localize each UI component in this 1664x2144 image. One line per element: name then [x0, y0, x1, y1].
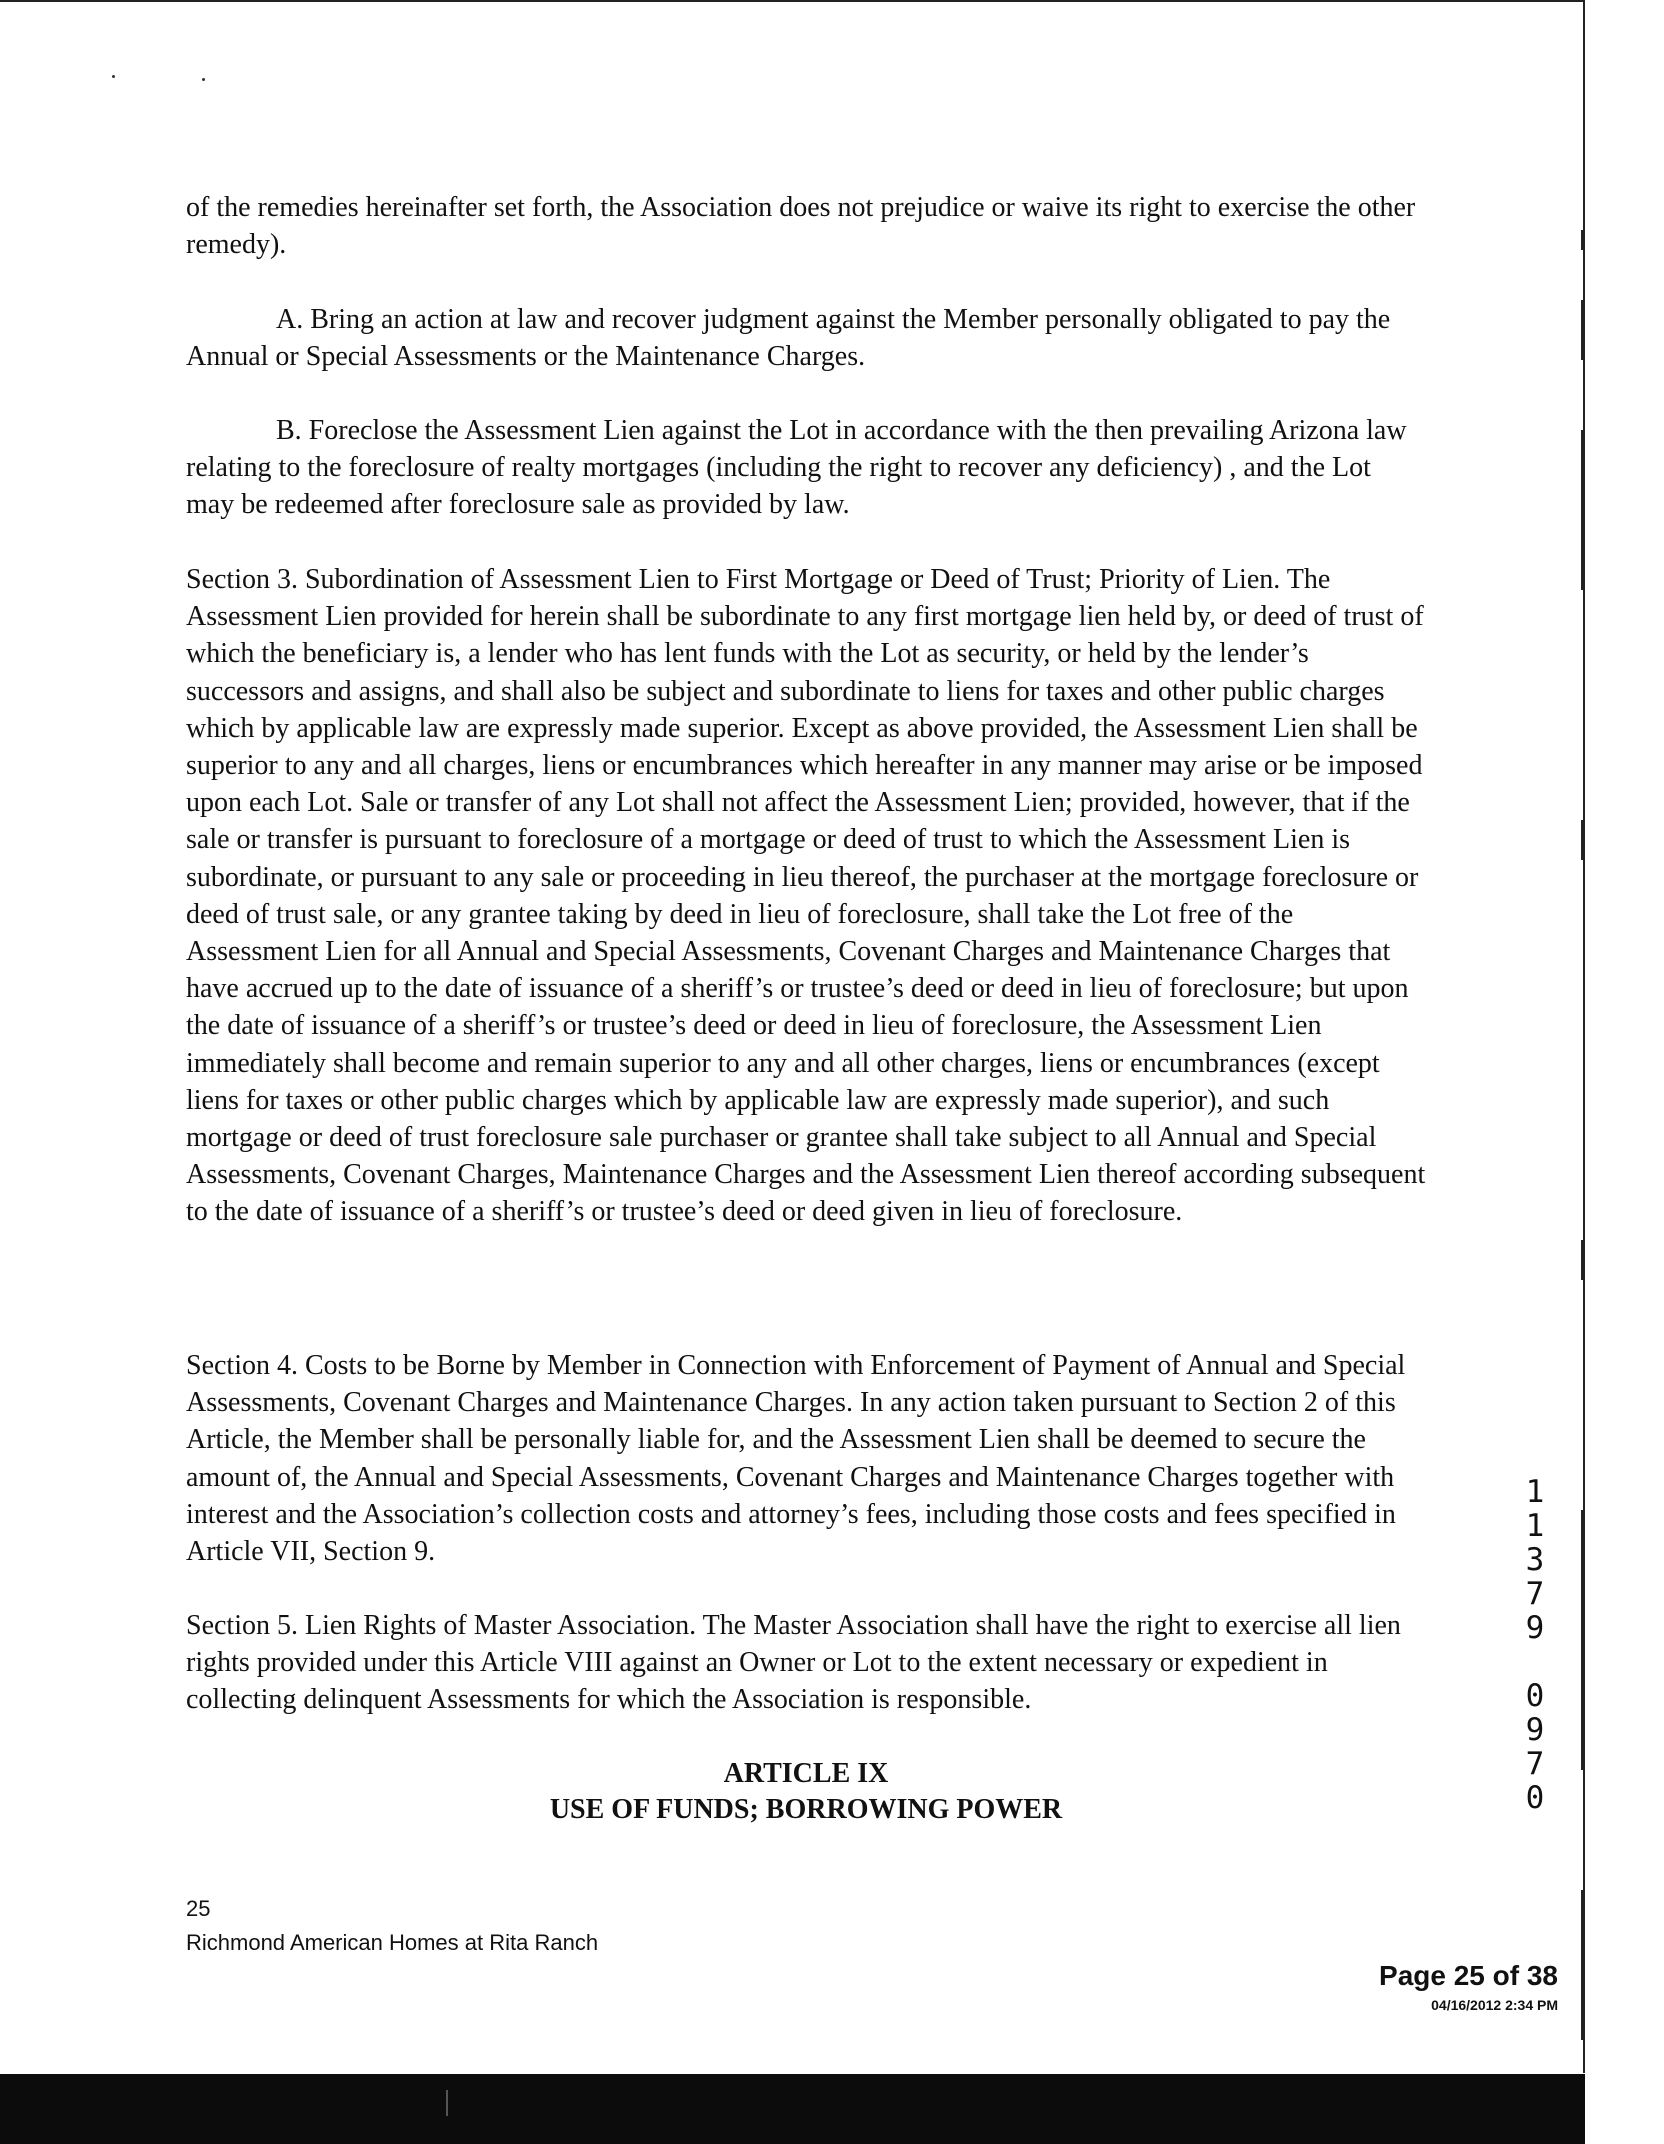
scan-mark — [1581, 230, 1583, 250]
section-3-paragraph: Section 3. Subordination of Assessment Lien to First Mortgage or Deed of Trust; Priority of Lien. The Assessment Lien provided for herein shall be subordinate to any first mortgage lien held by, or deed of trust of which the beneficiary is, a lender who has lent funds with the Lot as security, or held by the lender’s successors and assigns, and shall also be subject and subordinate to liens for taxes and other public charges which by applicable law are expressly made superior. Except as above provided, the Assessment Lien shall be superior to any and all charges, liens or encumbrances which hereafter in any manner may arise or be imposed upon each Lot. Sale or transfer of any Lot shall not affect the Assessment Lien; provided, however, that if the sale or transfer is pursuant to foreclosure of a mortgage or deed of trust to which the Assessment Lien is subordinate, or pursuant to any sale or proceeding in lieu thereof, the purchaser at the mortgage foreclosure or deed of trust sale, or any grantee taking by deed in lieu of foreclosure, shall take the Lot free of the Assessment Lien for all Annual and Special Assessments, Covenant Charges and Maintenance Charges that have accrued up to the date of issuance of a sheriff’s or trustee’s deed or deed in lieu of foreclosure; but upon the date of issuance of a sheriff’s or trustee’s deed or deed in lieu of foreclosure, the Assessment Lien immediately shall become and remain superior to any and all other charges, liens or encumbrances (except liens for taxes or other public charges which by applicable law are expressly made superior), and such mortgage or deed of trust foreclosure sale purchaser or grantee shall take subject to all Annual and Special Assessments, Covenant Charges, Maintenance Charges and the Assessment Lien thereof according subsequent to the date of issuance of a sheriff’s or trustee’s deed or deed given in lieu of foreclosure. — [186, 564, 1426, 1228]
footer-page-number: 25 — [186, 1896, 211, 1921]
section-5-paragraph: Section 5. Lien Rights of Master Association. The Master Association shall have the right to exercise all lien rights provided under this Article VIII against an Owner or Lot to the extent necessary or expedient in collecting delinquent Assessments for which the Association is responsible. — [186, 1610, 1401, 1716]
doc-number-digit: 3 — [1525, 1542, 1545, 1578]
article-subheading: USE OF FUNDS; BORROWING POWER — [549, 1794, 1063, 1825]
article-heading: ARTICLE IX — [723, 1758, 889, 1789]
recorder-page-count: Page 25 of 38 — [1379, 1960, 1558, 1991]
intro-paragraph: of the remedies hereinafter set forth, the Association does not prejudice or waive its right to exercise the other remedy). — [186, 192, 1416, 261]
recorder-timestamp: 04/16/2012 2:34 PM — [1431, 1997, 1558, 2013]
scan-bottom-bar — [0, 2074, 1585, 2144]
doc-number-gap — [1516, 1645, 1554, 1679]
footer-document-title: Richmond American Homes at Rita Ranch — [186, 1930, 599, 1955]
doc-number-digit: 1 — [1525, 1508, 1545, 1544]
scan-mark — [1581, 1510, 1583, 1770]
scan-mark — [1581, 300, 1583, 360]
doc-number-digit: 0 — [1525, 1678, 1545, 1714]
recording-document-number — [1516, 1475, 1554, 1815]
remedy-a-paragraph: A. Bring an action at law and recover judgment against the Member personally obligated to pay the Annual or Special Assessments or the Maintenance Charges. — [186, 304, 1391, 373]
doc-number-digit: 9 — [1525, 1712, 1545, 1748]
remedy-b-paragraph: B. Foreclose the Assessment Lien against the Lot in accordance with the then prevailing Arizona law relating to the foreclosure of realty mortgages (including the right to recover any deficiency) , and the Lot may be redeemed after foreclosure sale as provided by law. — [186, 415, 1407, 521]
scan-mark — [1581, 1890, 1583, 2040]
scan-bottom-bar-tick — [446, 2090, 448, 2116]
doc-number-digit: 9 — [1525, 1610, 1545, 1646]
scan-speck — [112, 75, 115, 78]
doc-number-digit: 7 — [1525, 1746, 1545, 1782]
doc-number-digit: 1 — [1525, 1474, 1545, 1510]
section-4-paragraph: Section 4. Costs to be Borne by Member in Connection with Enforcement of Payment of Annual and Special Assessments, Covenant Charges and Maintenance Charges. In any action taken pursuant to Section 2 of this Article, the Member shall be personally liable for, and the Assessment Lien shall be deemed to secure the amount of, the Annual and Special Assessments, Covenant Charges and Maintenance Charges together with interest and the Association’s collection costs and attorney’s fees, including those costs and fees specified in Article VII, Section 9. — [186, 1350, 1406, 1568]
doc-number-digit: 7 — [1525, 1576, 1545, 1612]
scan-speck — [202, 78, 205, 81]
scan-mark — [1581, 430, 1583, 590]
scan-mark — [1581, 1240, 1583, 1280]
scan-mark — [1581, 820, 1583, 860]
doc-number-digit: 0 — [1525, 1780, 1545, 1816]
